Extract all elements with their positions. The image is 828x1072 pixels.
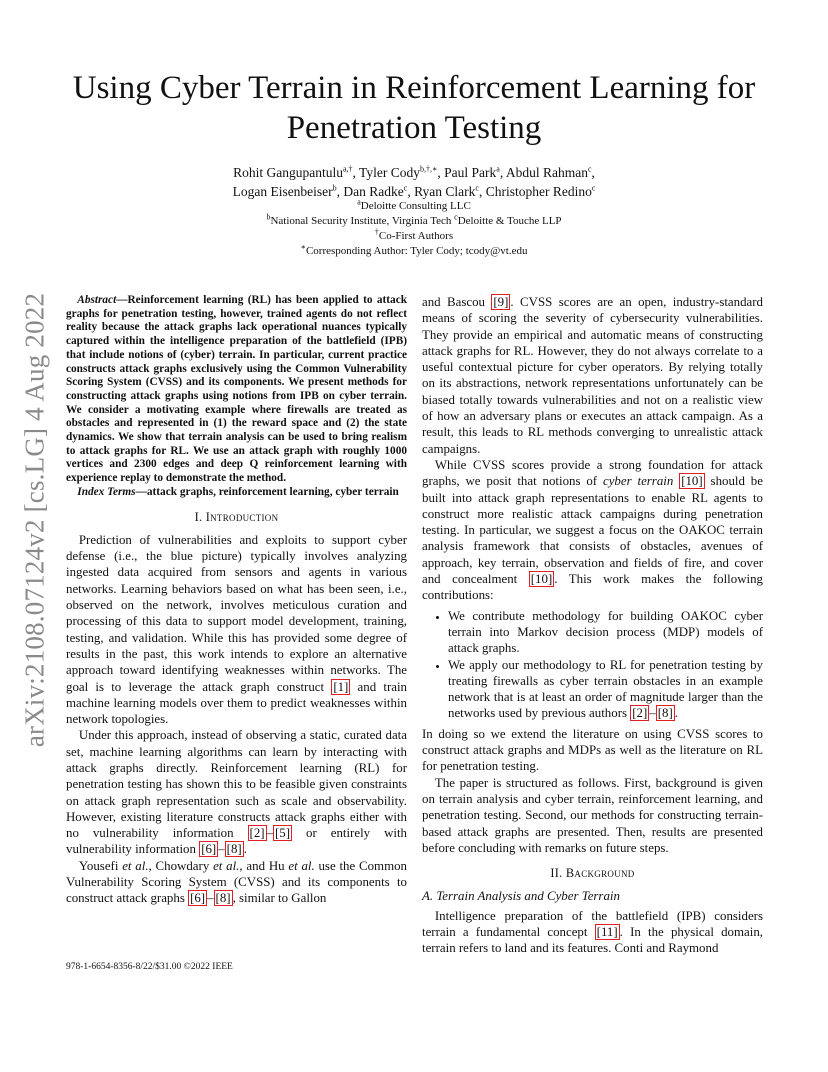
author-name: Rohit Gangupantulu [233, 165, 343, 180]
text-run: and train machine learning models over them to predict weaknesses within network topologies. [66, 679, 408, 727]
affil-text: Deloitte Consulting LLC [360, 200, 471, 212]
affil-sup: ∗ [300, 242, 306, 252]
text-run: et al. [122, 858, 149, 873]
affiliation-a [80, 199, 748, 214]
citation-link[interactable]: [9] [493, 295, 509, 309]
citation-link[interactable]: [5] [275, 826, 291, 841]
section-number: I. [194, 509, 206, 524]
affil-text: Co-First Authors [378, 230, 454, 242]
text-run: . [243, 842, 247, 857]
citation-link[interactable]: [10] [681, 474, 703, 489]
text-run: Prediction of vulnerabilities and exploits to support cyber defense (i.e., the blue picture) typically involves analyzing ingested data acquired from sensors and agents in various networks. Learning behaviors based on what has been seen, i.e., observed on the network, involves meticulous curation and processing of this data to support model development, training, testing, and validation. While this has provided some degree of results in the past, this work intends to explore an alternative approach toward identifying weaknesses within networks. The goal is to leverage the attack graph construct [66, 532, 407, 694]
author-name: Christopher Redino [485, 184, 592, 199]
text-run: . This work makes the following contributions: [422, 572, 763, 603]
text-run: use the Common Vulnerability Scoring System (CVSS) and its components to construct attack graphs [66, 858, 407, 906]
text-run: Yousefi [78, 858, 123, 873]
index-terms-label: Index Terms [77, 485, 136, 498]
contributions-list [422, 608, 763, 722]
corresponding-note [80, 244, 748, 259]
paper-title [60, 68, 768, 148]
section-heading-intro [66, 509, 407, 525]
right-paragraph-2 [422, 457, 763, 604]
text-run: should be built into attack graph representations to enable RL agents to construct more realistic attack campaigns during penetration testing. In particular, we suggest a focus on the OAKOC terrain analysis framework that consists of obstacles, avenues of approach, key terrain, observation and fields of fire, and cover and concealment [422, 474, 763, 587]
text-run: et al. [288, 858, 315, 873]
left-column [66, 294, 407, 907]
text-run: . CVSS scores are an open, industry-standard means of scoring the severity of cybersecurity vulnerabilities. They provide an empirical and automatic means of constructing attack graphs for RL. However, they do not always correlate to a useful contextual picture for cyber operators. By relying totally on its abstractions, network representations unfortunately can be biased totally towards vulnerabilities and not on a realistic view of how an adversary plans or executes an attack campaign. As a result, this leads to RL methods converging to unrealistic attack campaigns. [422, 295, 763, 456]
text-run: , Chowdary [148, 858, 214, 873]
index-terms [66, 486, 407, 500]
affil-text: Corresponding Author: Tyler Cody; tcody@vt.edu [305, 245, 528, 257]
author-sup: a,† [342, 164, 353, 174]
right-paragraph-4: The paper is structured as follows. First, background is given on terrain analysis and cyber terrain, reinforcement learning, and penetration testing. Second, our methods for constructing terrain-based attack graphs are presented. Then, results are presented before concluding with remarks on future steps. [422, 775, 763, 855]
author-sup: b [332, 183, 337, 193]
arxiv-id-text: arXiv:2108.07124v2 [cs.LG] 4 Aug 2022 [19, 292, 50, 748]
text-run: . In the physical domain, terrain refers to land and its features. Conti and Raymond [422, 924, 763, 956]
citation-link[interactable]: [8] [226, 842, 242, 857]
author-line-2: Logan Eisenbeiser$^b$, Dan Radke$^c$, Ryan Clark$^c$, Christopher Redino$^c$ [232, 183, 596, 199]
affil-sup: b [266, 212, 271, 222]
section-number: II. [550, 866, 566, 881]
affil-sup: a [357, 197, 361, 207]
intro-paragraph-1 [66, 532, 407, 728]
affil-text: Deloitte & Touche LLP [457, 215, 562, 227]
author-name: Abdul Rahman [505, 165, 588, 180]
citation-link[interactable]: [8] [215, 891, 231, 906]
citation-link[interactable]: [2] [249, 826, 265, 841]
affil-text: National Security Institute, Virginia Tech [270, 215, 452, 227]
right-column [422, 294, 763, 957]
text-run: and Bascou [422, 295, 492, 309]
text-run: cyber terrain [602, 474, 674, 489]
author-sup: c [587, 164, 592, 174]
author-sup: c [591, 183, 596, 193]
abstract [66, 294, 407, 486]
right-paragraph-5 [422, 908, 763, 957]
author-sup: c [475, 183, 479, 193]
citation-link[interactable]: [6] [190, 891, 206, 906]
affiliation-bc [80, 214, 748, 229]
text-run: et al. [213, 858, 240, 873]
affil-sup: † [374, 227, 379, 237]
text-run: – [207, 891, 214, 906]
author-name: Dan Radke [343, 184, 404, 199]
text-run: Under this approach, instead of observing a static, curated data set, machine learning algorithms can learn by interacting with attack graphs directly. Reinforcement learning (RL) for penetration testing has shown this to be feasible given constraints on attack graph representation such as scale and observability. However, existing literature constructs attack graphs either with no vulnerability information [66, 728, 407, 841]
subsection-heading: A. Terrain Analysis and Cyber Terrain [422, 889, 620, 904]
author-sup: b,†,∗ [419, 164, 438, 174]
index-terms-text: —attack graphs, reinforcement learning, cyber terrain [135, 485, 399, 498]
author-line-1: Rohit Gangupantulu$^{a,\dagger}$, Tyler Cody$^{b,\dagger,∗}$, Paul Park$^a$, Abdul Rahman$^c$, [233, 164, 595, 180]
title-line-2: Penetration Testing [286, 110, 542, 146]
text-run: – [218, 842, 225, 857]
title-line-1: Using Cyber Terrain in Reinforcement Learning for [72, 70, 756, 106]
author-sup: a [496, 164, 500, 174]
copyright-footer: 978-1-6654-8356-8/22/$31.00 ©2022 IEEE [66, 962, 233, 972]
affiliations [80, 199, 748, 259]
right-paragraph-3: In doing so we extend the literature on using CVSS scores to construct attack graphs and MDPs as well as the literature on RL for penetration testing. [422, 726, 763, 774]
abstract-label: Abstract [77, 294, 117, 306]
text-run: We contribute methodology for building OAKOC cyber terrain into Markov decision process (MDP) models of attack graphs. [448, 608, 763, 656]
author-name: Tyler Cody [359, 165, 420, 180]
right-paragraph-1 [422, 294, 763, 457]
affil-sup: c [454, 212, 458, 222]
intro-paragraph-2 [66, 727, 407, 857]
section-title: Introduction [205, 509, 279, 524]
citation-link[interactable]: [10] [530, 572, 553, 587]
citation-link[interactable]: [11] [596, 924, 618, 939]
text-run: – [649, 706, 656, 721]
text-run: . [674, 706, 678, 721]
text-run: Intelligence preparation of the battlefield (IPB) considers terrain a fundamental concept [422, 908, 763, 939]
list-item [448, 657, 763, 722]
author-name: Paul Park [444, 165, 497, 180]
section-heading-background [422, 865, 763, 881]
text-run: We apply our methodology to RL for penetration testing by treating firewalls as cyber terrain obstacles in an example network that is at least an order of magnitude larger than the networks used by previous authors [448, 657, 763, 721]
text-run: – [266, 826, 274, 841]
author-sup: c [403, 183, 408, 193]
list-item [448, 608, 763, 657]
citation-link[interactable]: [8] [657, 706, 673, 721]
author-name: Logan Eisenbeiser [232, 184, 333, 199]
intro-paragraph-3 [66, 858, 407, 907]
text-run: , similar to Gallon [232, 891, 327, 906]
text-run: , and Hu [239, 858, 289, 873]
citation-link[interactable]: [1] [333, 679, 349, 694]
author-name: Ryan Clark [414, 184, 476, 199]
abstract-text: —Reinforcement learning (RL) has been applied to attack graphs for penetration testing, however, trained agents do not reflect reality because the attack graphs lack operational nuances typically captured within the intelligence preparation of the battlefield (IPB) that include notions of (cyber) terrain. In particular, current practice constructs attack graphs exclusively using the Common Vulnerability Scoring System (CVSS) and its components. We present methods for constructing attack graphs using notions from IPB on cyber terrain. We consider a motivating example where firewalls are treated as obstacles and represented in (1) the reward space and (2) the state dynamics. We show that terrain analysis can be used to bring realism to attack graphs for RL. We use an attack graph with roughly 1000 vertices and 2300 edges and deep Q reinforcement learning with experience replay to demonstrate the method. [66, 294, 407, 485]
arxiv-identifier [18, 285, 52, 755]
citation-link[interactable]: [6] [201, 842, 217, 857]
author-list [80, 163, 748, 201]
text-run: While CVSS scores provide a strong foundation for attack graphs, we posit that notions of [422, 457, 763, 489]
citation-link[interactable]: [2] [632, 706, 648, 721]
co-first-note [80, 229, 748, 244]
section-title: Background [565, 866, 635, 881]
text-run: or entirely with vulnerability information [66, 826, 407, 857]
